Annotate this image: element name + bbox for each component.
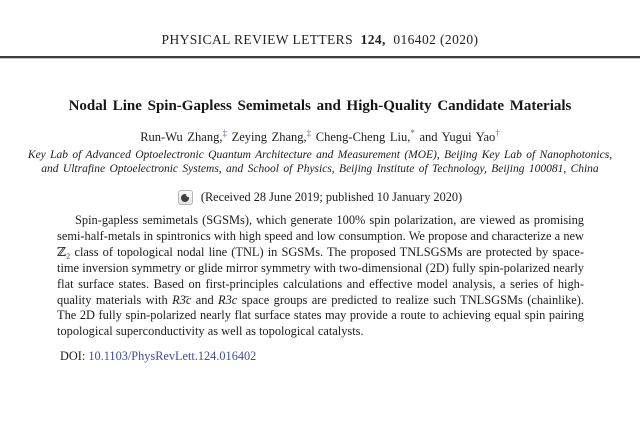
doi-link[interactable]: 10.1103/PhysRevLett.124.016402 bbox=[88, 349, 257, 363]
author-footnote-marker[interactable]: * bbox=[410, 127, 415, 138]
author-name: and Yugui Yao bbox=[419, 130, 496, 144]
journal-header bbox=[0, 32, 640, 48]
journal-issue-info: 016402 (2020) bbox=[393, 32, 479, 47]
author-name: Cheng-Cheng Liu, bbox=[315, 130, 411, 144]
crossmark-icon[interactable] bbox=[178, 190, 193, 205]
affiliation bbox=[10, 149, 630, 177]
space-group-r3c: R3c bbox=[218, 292, 238, 307]
journal-name: PHYSICAL REVIEW LETTERS bbox=[161, 32, 353, 47]
header-divider-rule bbox=[0, 56, 640, 59]
doi-line bbox=[60, 349, 256, 364]
abstract-text-segment: space groups are predicted to realize such TNLSGSMs (chainlike). The 2D fully spin-polarized nearly flat surface states may provide a route to achieving equal spin pairing topological superconductivity as well as topological catalysts. bbox=[57, 292, 584, 339]
abstract-text-segment: Spin-gapless semimetals (SGSMs), which generate 100% spin polarization, are viewed as promising semi-half-metals in spintronics with high speed and low consumption. We propose and characterize a new bbox=[57, 213, 584, 243]
journal-volume: 124, bbox=[360, 32, 386, 47]
crossmark-circle-glyph bbox=[181, 194, 189, 202]
author-name: Zeying Zhang, bbox=[231, 130, 307, 144]
author-line bbox=[40, 127, 600, 145]
abstract-paragraph bbox=[57, 213, 584, 340]
received-published-line bbox=[0, 190, 640, 209]
author-footnote-marker[interactable]: ‡ bbox=[306, 127, 312, 138]
author-footnote-marker[interactable]: † bbox=[495, 127, 500, 138]
affiliation-line-2: and Ultrafine Optoelectronic Systems, and School of Physics, Beijing Institute of Technology, Beijing 100081, China bbox=[41, 162, 599, 175]
abstract-text-segment: and bbox=[191, 292, 219, 307]
author-footnote-marker[interactable]: ‡ bbox=[222, 127, 227, 138]
abstract-text-segment: class of topological nodal line (TNL) in SGSMs. The proposed TNLSGSMs are protected by space-time inversion symmetry or glide mirror symmetry with two-dimensional (2D) fully spin-polarized nearly flat surface states. Based on first-principles calculations and effective model analysis, a series of high-quality materials with bbox=[57, 244, 584, 307]
received-published-text: (Received 28 June 2019; published 10 January 2020) bbox=[200, 190, 463, 204]
author-name: Run-Wu Zhang, bbox=[140, 130, 223, 144]
doi-label: DOI: bbox=[60, 349, 89, 363]
paper-title: Nodal Line Spin-Gapless Semimetals and High-Quality Candidate Materials bbox=[68, 98, 572, 114]
z2-symbol: ℤ₂ bbox=[57, 244, 71, 259]
affiliation-line-1: Key Lab of Advanced Optoelectronic Quantum Architecture and Measurement (MOE), Beijing Key Lab of Nanophotonics, bbox=[27, 149, 613, 161]
space-group-r3barc: R3̄c bbox=[172, 292, 192, 307]
